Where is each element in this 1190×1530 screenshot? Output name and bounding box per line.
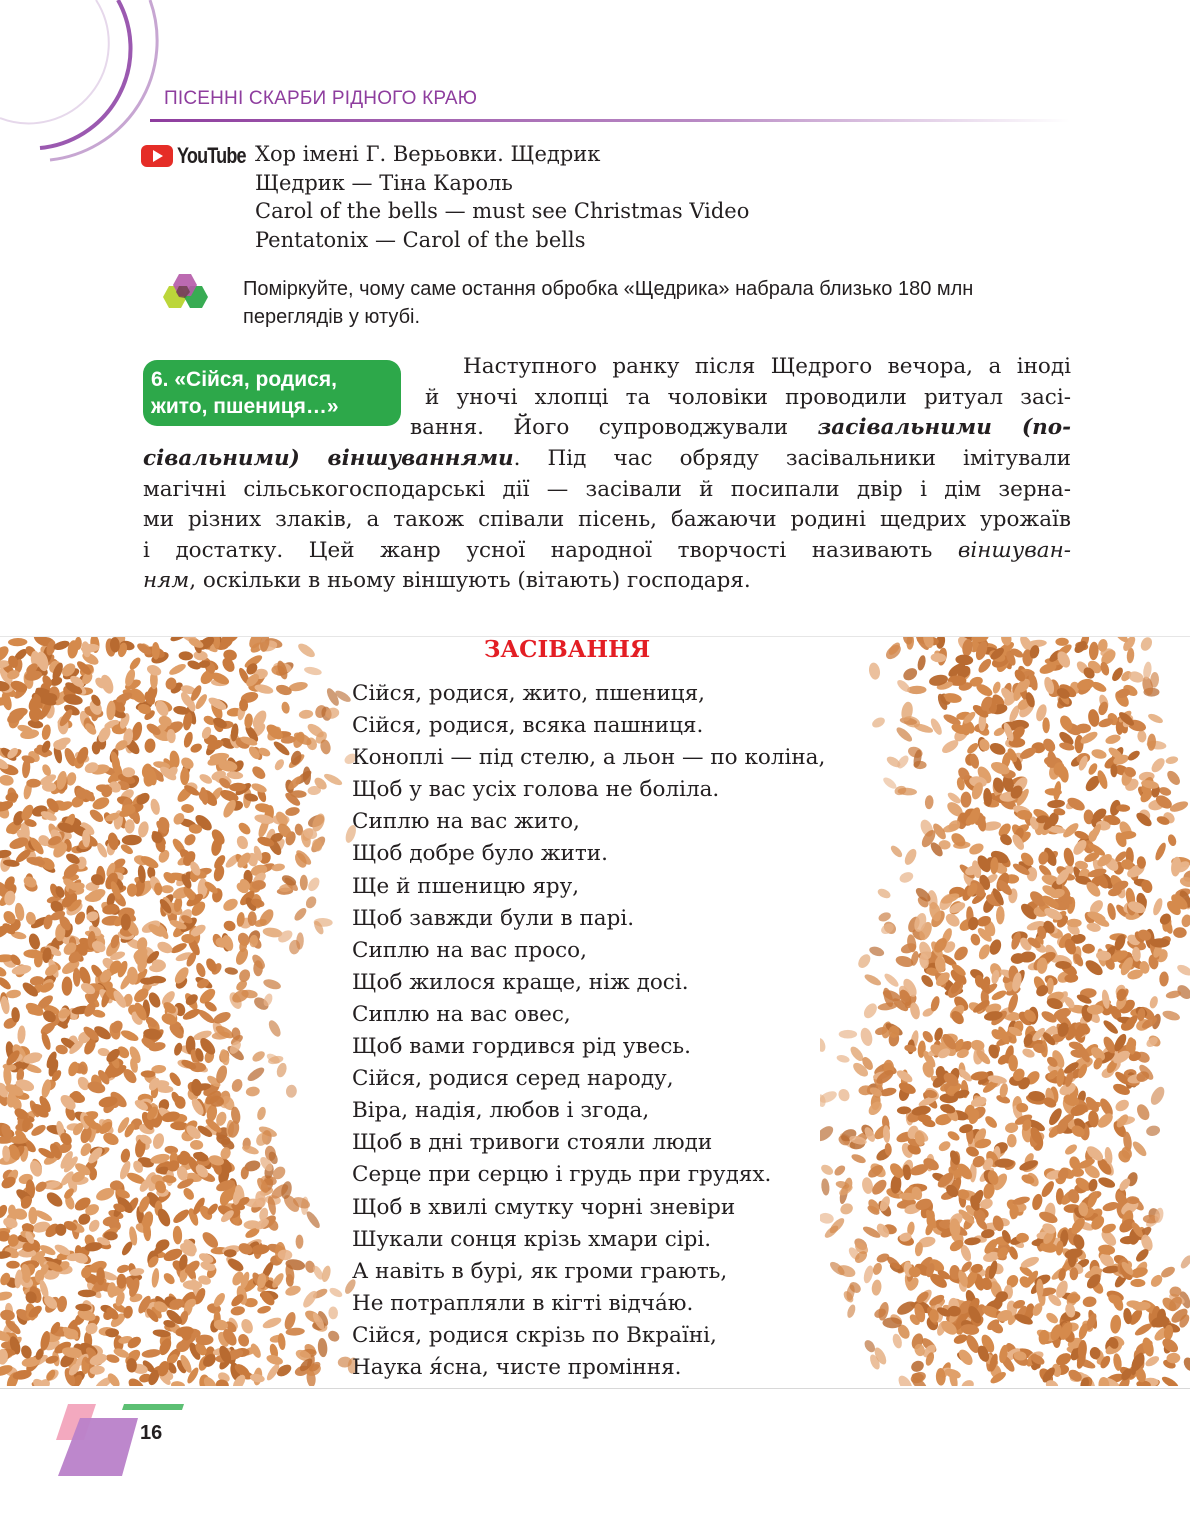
poem-line: Щоб вами гордився рід увесь.	[352, 1034, 691, 1060]
poem-title: ЗАСІВАННЯ	[483, 636, 651, 663]
section-paragraph-cont	[410, 413, 1071, 444]
poem-line: Сійся, родися скрізь по Вкраїні,	[352, 1322, 717, 1348]
paragraph-line: ми різних злаків, а також співали пісень, бажаючи родині щедрих урожаїв	[143, 507, 1071, 532]
hexagons-think-icon	[152, 272, 218, 318]
poem-line: Сиплю на вас просо,	[352, 937, 587, 963]
page-corner-decoration	[50, 1400, 190, 1480]
term-italic: ням	[143, 568, 190, 593]
poem-line: Щоб жилося краще, ніж досі.	[352, 969, 689, 995]
poem-line: Сійся, родися, всяка пашниця.	[352, 713, 704, 739]
section-title: ПІСЕННІ СКАРБИ РІДНОГО КРАЮ	[164, 88, 478, 109]
poem-line: Сиплю на вас жито,	[352, 809, 580, 835]
video-item[interactable]: Carol of the bells — must see Christmas Video	[255, 199, 750, 223]
header-divider	[150, 119, 1070, 122]
poem-line: Шукали сонця крізь хмари сірі.	[352, 1226, 712, 1252]
poem-line: Віра, надія, любов і згода,	[352, 1098, 650, 1124]
section-paragraph	[425, 352, 1071, 413]
paragraph-line	[143, 536, 1071, 567]
paragraph-line	[143, 444, 1071, 475]
paragraph-text: і достатку. Цей жанр усної народної творчості називають	[143, 537, 958, 563]
poem-line: Сійся, родися серед народу,	[352, 1066, 674, 1092]
video-list	[255, 140, 749, 254]
paragraph-text: . Під час обряду засівальники імітували	[513, 446, 1071, 471]
poem-line: Не потрапляли в кігті відча́ю.	[352, 1290, 694, 1316]
bottom-divider	[0, 1388, 1190, 1389]
section-paragraph-full	[143, 444, 1071, 597]
wheat-grains-right-image	[820, 636, 1190, 1386]
paragraph-line: магічні сільськогосподарські дії — засівали й посипали двір і дім зерна-	[143, 476, 1071, 502]
poem-line: Серце при серцю і грудь при грудях.	[352, 1162, 772, 1188]
poem-line: Щоб в дні тривоги стояли люди	[352, 1130, 713, 1156]
youtube-play-icon	[141, 145, 173, 167]
poem-line: Щоб в хвилі смутку чорні зневіри	[352, 1194, 736, 1220]
badge-line: 6. «Сійся, родися,	[151, 368, 337, 391]
youtube-logo	[141, 143, 261, 169]
poem-line: А навіть в бурі, як громи грають,	[352, 1258, 728, 1284]
section-badge	[143, 360, 401, 426]
poem-line: Сійся, родися, жито, пшениця,	[352, 681, 706, 706]
youtube-logo-text: YouTube	[177, 143, 246, 168]
paragraph-line: Наступного ранку після Щедрого вечора, а іноді	[463, 354, 1071, 379]
poem-line: Щоб у вас усіх голова не боліла.	[352, 777, 720, 803]
poem-line: Коноплі — під стелю, а льон — по коліна,	[352, 745, 826, 771]
wheat-grains-left-image	[0, 636, 360, 1386]
term-italic: віншуван-	[957, 537, 1071, 563]
video-item[interactable]: Щедрик — Тіна Кароль	[255, 170, 513, 195]
poem-line: Наука я́сна, чисте проміння.	[352, 1354, 682, 1380]
video-item[interactable]: Хор імені Г. Верьовки. Щедрик	[255, 142, 601, 166]
video-item[interactable]: Pentatonix — Carol of the bells	[255, 227, 586, 252]
page-number: 16	[140, 1422, 163, 1444]
paragraph-line	[410, 413, 1071, 444]
paragraph-text: , оскільки в ньому віншують (вітають) господаря.	[189, 568, 751, 593]
poem-line: Щоб добре було жити.	[352, 841, 608, 867]
paragraph-line: й уночі хлопці та чоловіки проводили ритуал засі-	[425, 384, 1071, 410]
badge-line: жито, пшениця…»	[151, 395, 339, 418]
think-prompt: Поміркуйте, чому саме остання обробка «Щедрика» набрала близько 180 млн переглядів у ютубі.	[243, 278, 974, 328]
poem-line: Щоб завжди були в парі.	[352, 905, 635, 931]
poem-line: Ще й пшеницю яру,	[352, 873, 580, 899]
paragraph-line	[143, 566, 1071, 597]
poem-line: Сиплю на вас овес,	[352, 1001, 571, 1027]
poem-text	[352, 678, 825, 1384]
term-emphasis: сівальними) віншуваннями	[143, 446, 514, 471]
paragraph-text: вання. Його супроводжували	[410, 415, 818, 440]
term-emphasis: засівальними (по-	[817, 415, 1071, 440]
